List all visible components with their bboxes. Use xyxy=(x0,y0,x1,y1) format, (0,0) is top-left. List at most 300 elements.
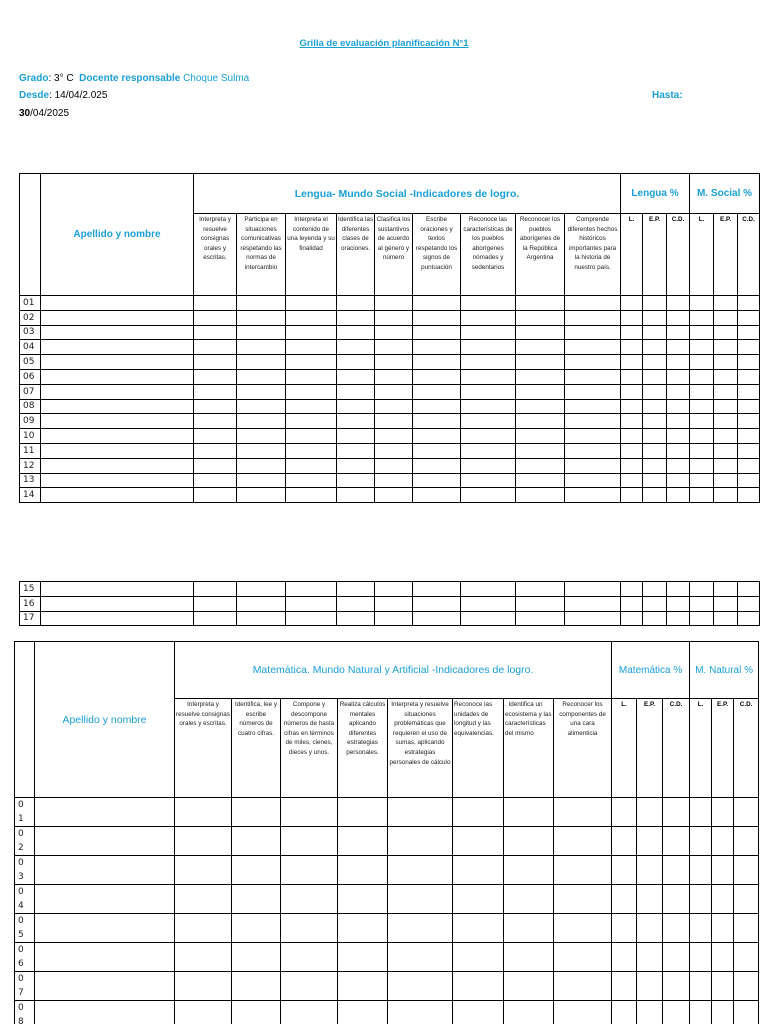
grade-cell[interactable] xyxy=(714,296,738,311)
grade-cell-2[interactable] xyxy=(281,972,338,1001)
grade-cell[interactable] xyxy=(667,414,690,429)
grade-cell-2[interactable] xyxy=(232,856,281,885)
grade-cell[interactable] xyxy=(738,429,760,444)
student-name-cell-2[interactable] xyxy=(35,798,175,827)
grade-cell-2[interactable] xyxy=(175,827,232,856)
grade-cell[interactable] xyxy=(643,310,667,325)
grade-cell-2[interactable] xyxy=(453,827,504,856)
grade-cell[interactable] xyxy=(714,473,738,488)
grade-cell[interactable] xyxy=(667,340,690,355)
grade-cell[interactable] xyxy=(375,429,413,444)
grade-cell[interactable] xyxy=(690,596,714,611)
grade-cell-2[interactable] xyxy=(554,972,612,1001)
grade-cell[interactable] xyxy=(565,596,621,611)
grade-cell[interactable] xyxy=(375,325,413,340)
grade-cell[interactable] xyxy=(461,443,516,458)
grade-cell[interactable] xyxy=(516,429,565,444)
grade-cell[interactable] xyxy=(714,596,738,611)
grade-cell-2[interactable] xyxy=(504,798,554,827)
grade-cell[interactable] xyxy=(667,325,690,340)
grade-cell[interactable] xyxy=(237,458,286,473)
grade-cell-2[interactable] xyxy=(453,856,504,885)
grade-cell-2[interactable] xyxy=(232,943,281,972)
student-name-cell-2[interactable] xyxy=(35,856,175,885)
grade-cell-2[interactable] xyxy=(612,1001,637,1024)
grade-cell-2[interactable] xyxy=(663,943,690,972)
grade-cell[interactable] xyxy=(194,310,237,325)
grade-cell-2[interactable] xyxy=(175,914,232,943)
grade-cell[interactable] xyxy=(516,488,565,503)
grade-cell[interactable] xyxy=(337,384,375,399)
grade-cell[interactable] xyxy=(690,429,714,444)
grade-cell-2[interactable] xyxy=(690,827,712,856)
grade-cell[interactable] xyxy=(714,399,738,414)
grade-cell[interactable] xyxy=(667,458,690,473)
grade-cell-2[interactable] xyxy=(554,943,612,972)
grade-cell[interactable] xyxy=(413,414,461,429)
grade-cell-2[interactable] xyxy=(338,885,388,914)
grade-cell-2[interactable] xyxy=(338,914,388,943)
grade-cell[interactable] xyxy=(237,414,286,429)
student-name-cell[interactable] xyxy=(41,325,194,340)
grade-cell-2[interactable] xyxy=(175,885,232,914)
grade-cell[interactable] xyxy=(667,443,690,458)
grade-cell[interactable] xyxy=(337,488,375,503)
grade-cell[interactable] xyxy=(667,369,690,384)
grade-cell[interactable] xyxy=(461,384,516,399)
grade-cell-2[interactable] xyxy=(612,943,637,972)
grade-cell[interactable] xyxy=(413,611,461,626)
grade-cell[interactable] xyxy=(375,384,413,399)
grade-cell[interactable] xyxy=(413,429,461,444)
grade-cell-2[interactable] xyxy=(232,1001,281,1024)
grade-cell[interactable] xyxy=(565,399,621,414)
grade-cell[interactable] xyxy=(461,310,516,325)
grade-cell[interactable] xyxy=(690,310,714,325)
grade-cell-2[interactable] xyxy=(712,1001,734,1024)
grade-cell[interactable] xyxy=(738,473,760,488)
grade-cell[interactable] xyxy=(194,596,237,611)
grade-cell[interactable] xyxy=(194,443,237,458)
grade-cell[interactable] xyxy=(738,296,760,311)
grade-cell-2[interactable] xyxy=(338,1001,388,1024)
grade-cell[interactable] xyxy=(565,384,621,399)
student-name-cell-2[interactable] xyxy=(35,827,175,856)
grade-cell-2[interactable] xyxy=(612,914,637,943)
grade-cell[interactable] xyxy=(286,611,337,626)
grade-cell[interactable] xyxy=(413,325,461,340)
grade-cell[interactable] xyxy=(714,414,738,429)
grade-cell[interactable] xyxy=(643,596,667,611)
grade-cell-2[interactable] xyxy=(637,827,663,856)
grade-cell[interactable] xyxy=(714,310,738,325)
grade-cell-2[interactable] xyxy=(175,1001,232,1024)
grade-cell[interactable] xyxy=(738,325,760,340)
grade-cell-2[interactable] xyxy=(637,1001,663,1024)
grade-cell-2[interactable] xyxy=(690,798,712,827)
grade-cell[interactable] xyxy=(461,582,516,597)
grade-cell[interactable] xyxy=(565,429,621,444)
grade-cell-2[interactable] xyxy=(612,885,637,914)
grade-cell-2[interactable] xyxy=(554,914,612,943)
grade-cell[interactable] xyxy=(738,310,760,325)
grade-cell[interactable] xyxy=(413,473,461,488)
grade-cell[interactable] xyxy=(237,443,286,458)
grade-cell[interactable] xyxy=(286,582,337,597)
grade-cell-2[interactable] xyxy=(232,972,281,1001)
grade-cell[interactable] xyxy=(565,443,621,458)
grade-cell[interactable] xyxy=(237,384,286,399)
grade-cell-2[interactable] xyxy=(663,914,690,943)
grade-cell[interactable] xyxy=(738,458,760,473)
grade-cell[interactable] xyxy=(237,296,286,311)
grade-cell[interactable] xyxy=(375,596,413,611)
grade-cell[interactable] xyxy=(643,369,667,384)
grade-cell[interactable] xyxy=(738,399,760,414)
grade-cell[interactable] xyxy=(516,296,565,311)
grade-cell[interactable] xyxy=(461,488,516,503)
grade-cell[interactable] xyxy=(714,384,738,399)
grade-cell[interactable] xyxy=(621,325,643,340)
grade-cell[interactable] xyxy=(337,369,375,384)
grade-cell-2[interactable] xyxy=(232,798,281,827)
grade-cell-2[interactable] xyxy=(388,827,453,856)
grade-cell[interactable] xyxy=(286,310,337,325)
grade-cell-2[interactable] xyxy=(338,943,388,972)
grade-cell[interactable] xyxy=(738,582,760,597)
grade-cell-2[interactable] xyxy=(637,885,663,914)
grade-cell-2[interactable] xyxy=(281,827,338,856)
grade-cell[interactable] xyxy=(738,596,760,611)
grade-cell[interactable] xyxy=(690,369,714,384)
grade-cell[interactable] xyxy=(516,325,565,340)
grade-cell[interactable] xyxy=(565,611,621,626)
grade-cell[interactable] xyxy=(375,488,413,503)
grade-cell[interactable] xyxy=(337,355,375,370)
grade-cell[interactable] xyxy=(237,355,286,370)
grade-cell[interactable] xyxy=(194,582,237,597)
student-name-cell[interactable] xyxy=(41,488,194,503)
grade-cell[interactable] xyxy=(643,414,667,429)
student-name-cell-2[interactable] xyxy=(35,1001,175,1024)
grade-cell[interactable] xyxy=(643,325,667,340)
grade-cell[interactable] xyxy=(194,399,237,414)
grade-cell[interactable] xyxy=(194,429,237,444)
grade-cell[interactable] xyxy=(621,355,643,370)
grade-cell-2[interactable] xyxy=(734,943,759,972)
grade-cell[interactable] xyxy=(194,369,237,384)
grade-cell[interactable] xyxy=(516,399,565,414)
grade-cell[interactable] xyxy=(667,384,690,399)
grade-cell[interactable] xyxy=(337,429,375,444)
grade-cell[interactable] xyxy=(667,473,690,488)
grade-cell-2[interactable] xyxy=(504,1001,554,1024)
grade-cell[interactable] xyxy=(714,369,738,384)
grade-cell[interactable] xyxy=(375,369,413,384)
grade-cell[interactable] xyxy=(237,473,286,488)
grade-cell[interactable] xyxy=(194,384,237,399)
grade-cell[interactable] xyxy=(565,582,621,597)
grade-cell[interactable] xyxy=(413,596,461,611)
grade-cell[interactable] xyxy=(375,296,413,311)
grade-cell-2[interactable] xyxy=(637,943,663,972)
grade-cell[interactable] xyxy=(621,296,643,311)
grade-cell[interactable] xyxy=(375,414,413,429)
grade-cell[interactable] xyxy=(375,458,413,473)
grade-cell[interactable] xyxy=(413,582,461,597)
grade-cell-2[interactable] xyxy=(504,972,554,1001)
grade-cell[interactable] xyxy=(375,310,413,325)
grade-cell-2[interactable] xyxy=(338,798,388,827)
grade-cell[interactable] xyxy=(286,414,337,429)
grade-cell-2[interactable] xyxy=(712,827,734,856)
grade-cell[interactable] xyxy=(375,399,413,414)
grade-cell[interactable] xyxy=(690,296,714,311)
grade-cell[interactable] xyxy=(337,414,375,429)
grade-cell[interactable] xyxy=(337,473,375,488)
grade-cell-2[interactable] xyxy=(637,798,663,827)
grade-cell[interactable] xyxy=(286,384,337,399)
grade-cell[interactable] xyxy=(337,611,375,626)
grade-cell[interactable] xyxy=(461,458,516,473)
grade-cell[interactable] xyxy=(621,384,643,399)
grade-cell[interactable] xyxy=(738,340,760,355)
grade-cell-2[interactable] xyxy=(554,827,612,856)
grade-cell[interactable] xyxy=(690,355,714,370)
grade-cell[interactable] xyxy=(516,458,565,473)
student-name-cell[interactable] xyxy=(41,355,194,370)
grade-cell-2[interactable] xyxy=(663,885,690,914)
grade-cell[interactable] xyxy=(194,414,237,429)
grade-cell[interactable] xyxy=(738,355,760,370)
grade-cell[interactable] xyxy=(621,429,643,444)
grade-cell-2[interactable] xyxy=(504,943,554,972)
grade-cell[interactable] xyxy=(461,355,516,370)
grade-cell[interactable] xyxy=(565,355,621,370)
student-name-cell[interactable] xyxy=(41,582,194,597)
grade-cell[interactable] xyxy=(565,473,621,488)
student-name-cell-2[interactable] xyxy=(35,943,175,972)
grade-cell-2[interactable] xyxy=(504,914,554,943)
grade-cell[interactable] xyxy=(738,414,760,429)
grade-cell[interactable] xyxy=(621,443,643,458)
grade-cell[interactable] xyxy=(375,473,413,488)
grade-cell[interactable] xyxy=(461,429,516,444)
grade-cell[interactable] xyxy=(690,325,714,340)
grade-cell[interactable] xyxy=(667,596,690,611)
grade-cell[interactable] xyxy=(337,443,375,458)
grade-cell-2[interactable] xyxy=(175,972,232,1001)
grade-cell[interactable] xyxy=(286,596,337,611)
grade-cell-2[interactable] xyxy=(388,972,453,1001)
grade-cell-2[interactable] xyxy=(388,914,453,943)
grade-cell-2[interactable] xyxy=(338,856,388,885)
grade-cell[interactable] xyxy=(516,596,565,611)
grade-cell[interactable] xyxy=(643,384,667,399)
grade-cell[interactable] xyxy=(413,399,461,414)
grade-cell[interactable] xyxy=(690,473,714,488)
student-name-cell[interactable] xyxy=(41,473,194,488)
grade-cell-2[interactable] xyxy=(734,1001,759,1024)
grade-cell[interactable] xyxy=(738,611,760,626)
grade-cell-2[interactable] xyxy=(712,943,734,972)
grade-cell-2[interactable] xyxy=(232,827,281,856)
grade-cell[interactable] xyxy=(194,325,237,340)
grade-cell[interactable] xyxy=(413,310,461,325)
grade-cell[interactable] xyxy=(690,443,714,458)
grade-cell[interactable] xyxy=(643,355,667,370)
grade-cell[interactable] xyxy=(690,458,714,473)
grade-cell[interactable] xyxy=(643,473,667,488)
grade-cell[interactable] xyxy=(516,443,565,458)
grade-cell-2[interactable] xyxy=(453,972,504,1001)
student-name-cell[interactable] xyxy=(41,611,194,626)
grade-cell[interactable] xyxy=(690,488,714,503)
grade-cell[interactable] xyxy=(738,488,760,503)
grade-cell[interactable] xyxy=(516,340,565,355)
grade-cell[interactable] xyxy=(337,296,375,311)
grade-cell-2[interactable] xyxy=(712,798,734,827)
grade-cell-2[interactable] xyxy=(338,972,388,1001)
grade-cell[interactable] xyxy=(516,582,565,597)
grade-cell[interactable] xyxy=(621,340,643,355)
grade-cell[interactable] xyxy=(516,611,565,626)
grade-cell[interactable] xyxy=(237,582,286,597)
grade-cell-2[interactable] xyxy=(612,856,637,885)
grade-cell[interactable] xyxy=(194,355,237,370)
grade-cell[interactable] xyxy=(565,310,621,325)
grade-cell[interactable] xyxy=(667,488,690,503)
grade-cell[interactable] xyxy=(461,414,516,429)
grade-cell[interactable] xyxy=(643,296,667,311)
grade-cell-2[interactable] xyxy=(388,885,453,914)
student-name-cell[interactable] xyxy=(41,399,194,414)
grade-cell-2[interactable] xyxy=(690,856,712,885)
grade-cell[interactable] xyxy=(714,443,738,458)
grade-cell[interactable] xyxy=(286,429,337,444)
grade-cell[interactable] xyxy=(714,429,738,444)
student-name-cell-2[interactable] xyxy=(35,885,175,914)
grade-cell[interactable] xyxy=(413,488,461,503)
student-name-cell[interactable] xyxy=(41,458,194,473)
grade-cell[interactable] xyxy=(461,340,516,355)
grade-cell[interactable] xyxy=(621,399,643,414)
grade-cell-2[interactable] xyxy=(554,885,612,914)
grade-cell[interactable] xyxy=(461,296,516,311)
grade-cell-2[interactable] xyxy=(612,827,637,856)
grade-cell[interactable] xyxy=(237,340,286,355)
grade-cell-2[interactable] xyxy=(663,798,690,827)
grade-cell[interactable] xyxy=(413,340,461,355)
grade-cell[interactable] xyxy=(237,399,286,414)
grade-cell-2[interactable] xyxy=(663,827,690,856)
grade-cell[interactable] xyxy=(738,384,760,399)
grade-cell-2[interactable] xyxy=(388,798,453,827)
grade-cell-2[interactable] xyxy=(175,943,232,972)
grade-cell-2[interactable] xyxy=(504,856,554,885)
grade-cell[interactable] xyxy=(621,458,643,473)
student-name-cell[interactable] xyxy=(41,443,194,458)
grade-cell-2[interactable] xyxy=(281,856,338,885)
grade-cell[interactable] xyxy=(237,611,286,626)
student-name-cell[interactable] xyxy=(41,596,194,611)
grade-cell-2[interactable] xyxy=(690,885,712,914)
student-name-cell[interactable] xyxy=(41,310,194,325)
grade-cell[interactable] xyxy=(337,458,375,473)
grade-cell-2[interactable] xyxy=(734,827,759,856)
grade-cell[interactable] xyxy=(461,611,516,626)
grade-cell-2[interactable] xyxy=(690,914,712,943)
grade-cell-2[interactable] xyxy=(281,943,338,972)
grade-cell[interactable] xyxy=(667,296,690,311)
grade-cell-2[interactable] xyxy=(338,827,388,856)
grade-cell-2[interactable] xyxy=(712,972,734,1001)
grade-cell-2[interactable] xyxy=(388,1001,453,1024)
grade-cell[interactable] xyxy=(286,488,337,503)
grade-cell[interactable] xyxy=(690,384,714,399)
grade-cell-2[interactable] xyxy=(453,1001,504,1024)
grade-cell[interactable] xyxy=(375,355,413,370)
grade-cell[interactable] xyxy=(413,369,461,384)
grade-cell-2[interactable] xyxy=(637,972,663,1001)
grade-cell-2[interactable] xyxy=(504,885,554,914)
grade-cell[interactable] xyxy=(643,582,667,597)
grade-cell[interactable] xyxy=(565,488,621,503)
grade-cell[interactable] xyxy=(337,340,375,355)
grade-cell[interactable] xyxy=(461,473,516,488)
grade-cell[interactable] xyxy=(286,325,337,340)
grade-cell[interactable] xyxy=(375,340,413,355)
grade-cell-2[interactable] xyxy=(504,827,554,856)
grade-cell[interactable] xyxy=(690,399,714,414)
grade-cell-2[interactable] xyxy=(281,885,338,914)
grade-cell[interactable] xyxy=(714,355,738,370)
grade-cell-2[interactable] xyxy=(612,798,637,827)
grade-cell[interactable] xyxy=(413,458,461,473)
grade-cell-2[interactable] xyxy=(712,856,734,885)
grade-cell[interactable] xyxy=(194,473,237,488)
grade-cell[interactable] xyxy=(286,458,337,473)
grade-cell[interactable] xyxy=(237,596,286,611)
grade-cell[interactable] xyxy=(565,340,621,355)
grade-cell[interactable] xyxy=(621,310,643,325)
grade-cell-2[interactable] xyxy=(637,914,663,943)
grade-cell[interactable] xyxy=(714,325,738,340)
grade-cell[interactable] xyxy=(621,582,643,597)
grade-cell-2[interactable] xyxy=(734,914,759,943)
grade-cell[interactable] xyxy=(621,369,643,384)
grade-cell[interactable] xyxy=(337,582,375,597)
grade-cell[interactable] xyxy=(690,414,714,429)
grade-cell[interactable] xyxy=(643,611,667,626)
student-name-cell-2[interactable] xyxy=(35,972,175,1001)
grade-cell[interactable] xyxy=(667,429,690,444)
grade-cell[interactable] xyxy=(690,340,714,355)
grade-cell[interactable] xyxy=(461,325,516,340)
grade-cell[interactable] xyxy=(375,582,413,597)
grade-cell[interactable] xyxy=(690,611,714,626)
grade-cell[interactable] xyxy=(286,399,337,414)
grade-cell[interactable] xyxy=(643,488,667,503)
grade-cell[interactable] xyxy=(286,296,337,311)
grade-cell[interactable] xyxy=(738,369,760,384)
grade-cell-2[interactable] xyxy=(712,885,734,914)
grade-cell[interactable] xyxy=(237,310,286,325)
grade-cell[interactable] xyxy=(714,582,738,597)
grade-cell[interactable] xyxy=(714,340,738,355)
grade-cell-2[interactable] xyxy=(453,798,504,827)
grade-cell[interactable] xyxy=(286,340,337,355)
